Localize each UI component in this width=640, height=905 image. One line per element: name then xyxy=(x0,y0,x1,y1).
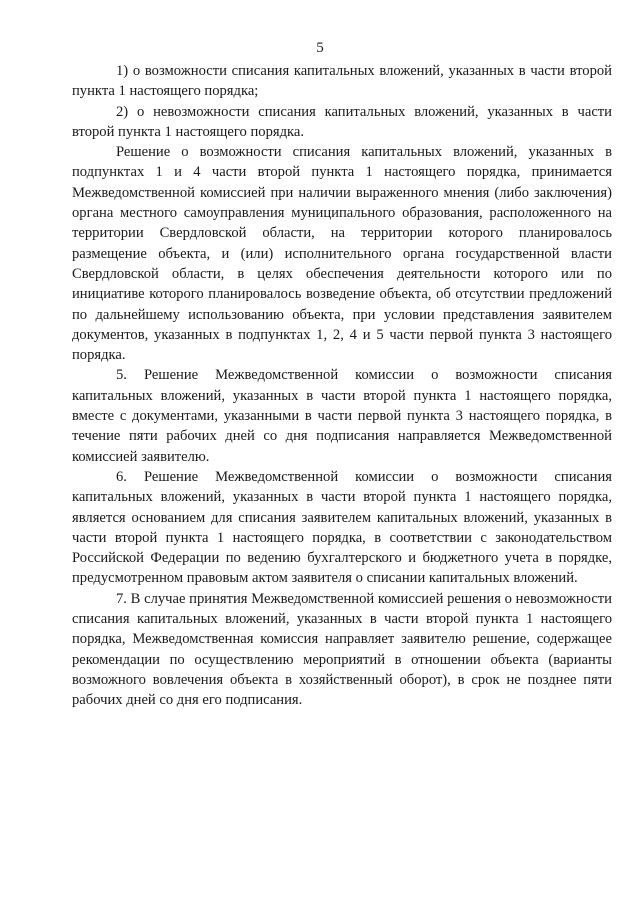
paragraph-clause-5: 5. Решение Межведомственной комиссии о возможности списания капитальных вложений, указанных в части второй пункта 1 настоящего порядка, вместе с документами, указанными в части первой пункта 3 настоящего порядка, в течение пяти рабочих дней со дня подписания направляется Межведомственной комиссией заявителю. xyxy=(72,367,612,465)
paragraph-clause-6: 6. Решение Межведомственной комиссии о возможности списания капитальных вложений, указанных в части второй пункта 1 настоящего порядка, является основанием для списания заявителем капитальных вложений, указанных в части второй пункта 1 настоящего порядка, в соответствии с законодательством Российской Федерации по ведению бухгалтерского и бюджетного учета в порядке, предусмотренном правовым актом заявителя о списании капитальных вложений. xyxy=(72,468,612,587)
paragraph-subitem-1: 1) о возможности списания капитальных вложений, указанных в части второй пункта 1 настоящего порядка; xyxy=(72,63,612,100)
document-body xyxy=(72,61,612,711)
page-number: 5 xyxy=(316,40,324,56)
paragraph-clause-7: 7. В случае принятия Межведомственной комиссией решения о невозможности списания капитальных вложений, указанных в части второй пункта 1 настоящего порядка, Межведомственная комиссия направляет заявителю решение, содержащее рекомендации по осуществлению мероприятий в отношении объекта (варианты возможного вовлечения объекта в хозяйственный оборот), в срок не позднее пяти рабочих дней со дня его подписания. xyxy=(72,590,612,709)
paragraph-decision-conditions: Решение о возможности списания капитальных вложений, указанных в подпунктах 1 и 4 части второй пункта 1 настоящего порядка, принимается Межведомственной комиссией при наличии выраженного мнения (либо заключения) органа местного самоуправления муниципального образования, расположенного на территории Свердловской области, на территории которого планировалось размещение объекта, и (или) исполнительного органа государственной власти Свердловской области, в целях обеспечения деятельности которого или по инициативе которого планировалось возведение объекта, об отсутствии предложений по дальнейшему использованию объекта, при условии представления заявителем документов, указанных в подпунктах 1, 2, 4 и 5 части первой пункта 3 настоящего порядка. xyxy=(72,144,612,364)
paragraph-subitem-2: 2) о невозможности списания капитальных вложений, указанных в части второй пункта 1 настоящего порядка. xyxy=(72,103,612,140)
